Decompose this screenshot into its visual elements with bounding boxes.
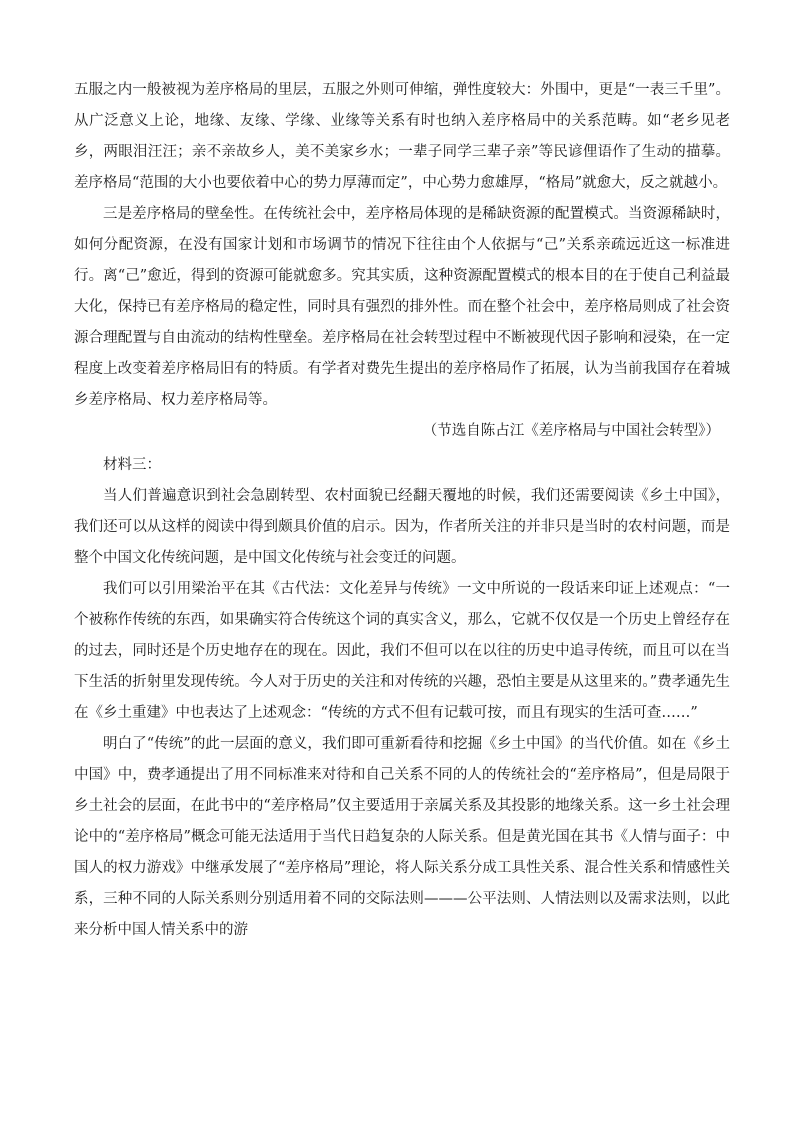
- paragraph-continued: 五服之内一般被视为差序格局的里层，五服之外则可伸缩，弹性度较大：外围中，更是“一表三千里”。从广泛意义上论，地缘、友缘、学缘、业缘等关系有时也纳入差序格局中的关系范畴。如“老乡见老乡，两眼泪汪汪；亲不亲故乡人，美不美家乡水；一辈子同学三辈子亲”等民谚俚语作了生动的描摹。差序格局“范围的大小也要依着中心的势力厚薄而定”，中心势力愈雄厚，“格局”就愈大，反之就越小。: [74, 82, 730, 191]
- section-label-material-3: 材料三：: [103, 457, 161, 473]
- paragraph-contemporary-value: 明白了“传统”的此一层面的意义，我们即可重新看待和挖掘《乡土中国》的当代价值。如在《乡土中国》中，费孝通提出了用不同标准来对待和自己关系不同的人的传统社会的“差序格局”，但是局限于乡土社会的层面，在此书中的“差序格局”仅主要适用于亲属关系及其投影的地缘关系。这一乡土社会理论中的“差序格局”概念可能无法适用于当代日趋复杂的人际关系。但是黄光国在其书《人情与面子：中国人的权力游戏》中继承发展了“差序格局”理论，将人际关系分成工具性关系、混合性关系和情感性关系，三种不同的人际关系则分别适用着不同的交际法则———公平法则、人情法则以及需求法则，以此来分析中国人情关系中的游: [74, 736, 730, 938]
- paragraph-barrier: 三是差序格局的壁垒性。在传统社会中，差序格局体现的是稀缺资源的配置模式。当资源稀缺时，如何分配资源，在没有国家计划和市场调节的情况下往往由个人依据与“己”关系亲疏远近这一标准进行。离“己”愈近，得到的资源可能就愈多。究其实质，这种资源配置模式的根本目的在于使自己利益最大化，保持已有差序格局的稳定性，同时具有强烈的排外性。而在整个社会中，差序格局则成了社会资源合理配置与自由流动的结构性壁垒。差序格局在社会转型过程中不断被现代因子影响和浸染，在一定程度上改变着差序格局旧有的特质。有学者对费先生提出的差序格局作了拓展，认为当前我国存在着城乡差序格局、权力差序格局等。: [74, 206, 730, 408]
- paragraph-quote: 我们可以引用梁治平在其《古代法：文化差异与传统》一文中所说的一段话来印证上述观点：“一个被称作传统的东西，如果确实符合传统这个词的真实含义，那么，它就不仅仅是一个历史上曾经存在的过去，同时还是个历史地存在的现在。因此，我们不但可以在以往的历史中追寻传统，而且可以在当下生活的折射里发现传统。今人对于历史的关注和对传统的兴趣，恐怕主要是从这里来的。”费孝通先生在《乡土重建》中也表达了上述观念：“传统的方式不但有记载可按，而且有现实的生活可查……”: [74, 581, 730, 721]
- document-page: [74, 75, 730, 946]
- paragraph-material-3-intro: 当人们普遍意识到社会急剧转型、农村面貌已经翻天覆地的时候，我们还需要阅读《乡土中国》，我们还可以从这样的阅读中得到颇具价值的启示。因为，作者所关注的并非只是当时的农村问题，而是整个中国文化传统问题，是中国文化传统与社会变迁的问题。: [74, 488, 730, 566]
- source-citation: （节选自陈占江《差序格局与中国社会转型》）: [422, 423, 720, 439]
